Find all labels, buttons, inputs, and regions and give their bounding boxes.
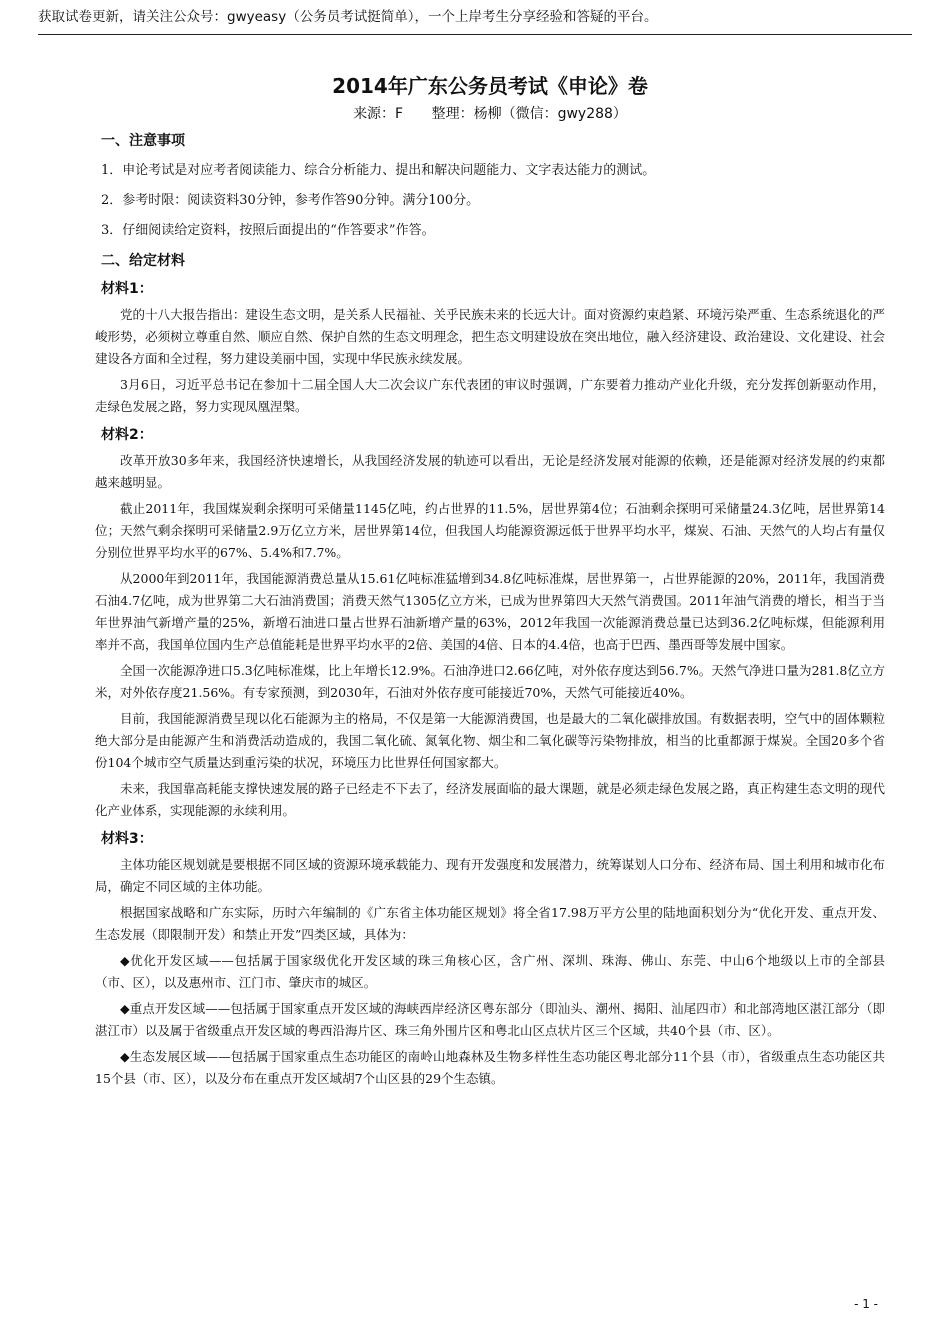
document-title: 2014年广东公务员考试《申论》卷 <box>332 74 648 98</box>
material-paragraph: ◆生态发展区域——包括属于国家重点生态功能区的南岭山地森林及生物多样性生态功能区粤北部分11个县（市），省级重点生态功能区共15个县（市、区），以及分布在重点开发区域胡7个山区县的29个生态镇。 <box>95 1049 885 1086</box>
section-materials-heading: 二、给定材料 <box>101 253 185 269</box>
material-paragraph: 截止2011年，我国煤炭剩余探明可采储量1145亿吨，约占世界的11.5%，居世界第4位；石油剩余探明可采储量24.3亿吨，居世界第14位；天然气剩余探明可采储量2.9万亿立方米，居世界第14位，但我国人均能源资源远低于世界平均水平，煤炭、石油、天然气的人均占有量仅分别位世界平均水平的67%、5.4%和7.7%。 <box>95 501 885 560</box>
source-label: 来源：F <box>353 106 404 122</box>
notice-item: 1．申论考试是对应考者阅读能力、综合分析能力、提出和解决问题能力、文字表达能力的测试。 <box>101 163 656 178</box>
document-source-line <box>95 104 885 124</box>
material-paragraph: 主体功能区规划就是要根据不同区域的资源环境承载能力、现有开发强度和发展潜力，统筹谋划人口分布、经济布局、国土利用和城市化布局，确定不同区域的主体功能。 <box>95 857 885 894</box>
material-paragraph: 3月6日，习近平总书记在参加十二届全国人大二次会议广东代表团的审议时强调，广东要着力推动产业化升级，充分发挥创新驱动作用，走绿色发展之路，努力实现凤凰涅槃。 <box>95 377 885 414</box>
notice-item: 2．参考时限：阅读资料30分钟，参考作答90分钟。满分100分。 <box>101 193 480 208</box>
material-paragraph: 改革开放30多年来，我国经济快速增长，从我国经济发展的轨迹可以看出，无论是经济发展对能源的依赖，还是能源对经济发展的约束都越来越明显。 <box>95 453 885 490</box>
material-paragraph: 党的十八大报告指出：建设生态文明，是关系人民福祉、关乎民族未来的长远大计。面对资源约束趋紧、环境污染严重、生态系统退化的严峻形势，必须树立尊重自然、顺应自然、保护自然的生态文明理念，把生态文明建设放在突出地位，融入经济建设、政治建设、文化建设、社会建设各方面和全过程，努力建设美丽中国，实现中华民族永续发展。 <box>95 307 885 366</box>
material-paragraph: 根据国家战略和广东实际，历时六年编制的《广东省主体功能区规划》将全省17.98万平方公里的陆地面积划分为“优化开发、重点开发、生态发展（即限制开发）和禁止开发”四类区域，具体为： <box>95 905 885 942</box>
material-paragraph: 从2000年到2011年，我国能源消费总量从15.61亿吨标准猛增到34.8亿吨标准煤，居世界第一，占世界能源的20%，2011年，我国消费石油4.7亿吨，成为世界第二大石油消费国；消费天然气1305亿立方米，已成为世界第四大天然气消费国。2011年油气消费的增长，相当于当年世界油气新增产量的25%，新增石油进口量占世界石油新增产量的63%，2012年我国一次能源消费总量已达到36.2亿吨标煤，但能源利用率并不高，我国单位国内生产总值能耗是世界平均水平的2倍、美国的4倍、日本的4.4倍，也高于巴西、墨西哥等发展中国家。 <box>95 571 885 652</box>
document-body <box>95 72 885 1094</box>
material-paragraph: 目前，我国能源消费呈现以化石能源为主的格局，不仅是第一大能源消费国，也是最大的二氧化碳排放国。有数据表明，空气中的固体颗粒绝大部分是由能源产生和消费活动造成的，我国二氧化硫、氮氧化物、烟尘和二氧化碳等污染物排放，相当的比重都源于煤炭。全国20多个省份104个城市空气质量达到重污染的状况，环境压力比世界任何国家都大。 <box>95 711 885 770</box>
editor-label: 整理：杨柳（微信：gwy288） <box>431 106 627 122</box>
notice-item: 3．仔细阅读给定资料，按照后面提出的“作答要求”作答。 <box>101 223 435 238</box>
top-notice: 获取试卷更新，请关注公众号：gwyeasy（公务员考试挺简单），一个上岸考生分享经验和答疑的平台。 <box>38 6 912 35</box>
material-1-heading: 材料1： <box>101 281 153 297</box>
section-notice-heading: 一、注意事项 <box>101 133 185 149</box>
material-paragraph: 全国一次能源净进口5.3亿吨标准煤，比上年增长12.9%。石油净进口2.66亿吨，对外依存度达到56.7%。天然气净进口量为281.8亿立方米，对外依存度21.56%。有专家预测，到2030年，石油对外依存度可能接近70%，天然气可能接近40%。 <box>95 663 885 700</box>
material-3-heading: 材料3： <box>101 831 153 847</box>
page-number: - 1 - <box>854 1297 878 1311</box>
material-2-heading: 材料2： <box>101 427 153 443</box>
material-paragraph: 未来，我国靠高耗能支撑快速发展的路子已经走不下去了，经济发展面临的最大课题，就是必须走绿色发展之路，真正构建生态文明的现代化产业体系，实现能源的永续利用。 <box>95 781 885 818</box>
material-paragraph: ◆优化开发区域——包括属于国家级优化开发区域的珠三角核心区，含广州、深圳、珠海、佛山、东莞、中山6个地级以上市的全部县（市、区），以及惠州市、江门市、肇庆市的城区。 <box>95 953 885 990</box>
material-paragraph: ◆重点开发区域——包括属于国家重点开发区域的海峡西岸经济区粤东部分（即汕头、潮州、揭阳、汕尾四市）和北部湾地区湛江部分（即湛江市）以及属于省级重点开发区域的粤西沿海片区、珠三角外围片区和粤北山区点状片区三个区域，共40个县（市、区）。 <box>95 1001 885 1038</box>
